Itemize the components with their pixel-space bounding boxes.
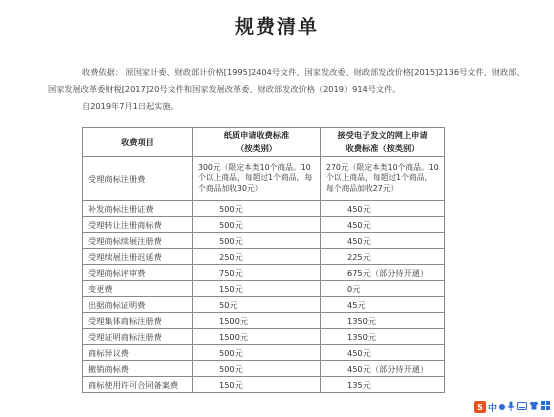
online-fee-cell: 45元 bbox=[321, 297, 445, 313]
online-fee-cell: 1350元 bbox=[321, 329, 445, 345]
dot-icon bbox=[499, 404, 505, 410]
grid-icon bbox=[541, 401, 550, 413]
table-row bbox=[83, 249, 445, 265]
table-row bbox=[83, 313, 445, 329]
paper-fee-cell: 500元 bbox=[193, 345, 321, 361]
paper-fee-cell: 500元 bbox=[193, 217, 321, 233]
fee-basis-paragraph: 收费依据： 原国家计委、财政部计价格[1995]2404号文件、国家发改委、财政部发改价格[2015]2136号文件、财政部、国家发展改革委财税[2017]20号文件和国家发展改革委、财政部发改价格（2019）914号文件。 bbox=[48, 67, 525, 94]
effective-date-paragraph: 自2019年7月1日起实施。 bbox=[82, 101, 179, 111]
watermark-toolbar bbox=[474, 400, 550, 414]
fee-item-cell: 受理转让注册商标费 bbox=[83, 217, 193, 233]
intro-text bbox=[48, 64, 528, 115]
paper-fee-cell: 300元（限定本类10个商品。10个以上商品，每超过1个商品，每个商品加收30元） bbox=[193, 157, 321, 201]
online-fee-cell: 675元（部分待开通） bbox=[321, 265, 445, 281]
fee-item-cell: 受理商标续展注册费 bbox=[83, 233, 193, 249]
online-fee-cell: 0元 bbox=[321, 281, 445, 297]
paper-fee-cell: 150元 bbox=[193, 377, 321, 393]
online-fee-cell: 450元 bbox=[321, 201, 445, 217]
table-row bbox=[83, 217, 445, 233]
table-row bbox=[83, 157, 445, 201]
online-fee-cell: 450元 bbox=[321, 217, 445, 233]
header-online-fee-text: 接受电子发文的网上申请 收费标准（按类别） bbox=[337, 130, 428, 153]
table-row bbox=[83, 361, 445, 377]
online-fee-cell: 1350元 bbox=[321, 313, 445, 329]
paper-fee-cell: 500元 bbox=[193, 201, 321, 217]
paper-fee-cell: 750元 bbox=[193, 265, 321, 281]
fee-table bbox=[82, 127, 445, 393]
shirt-icon bbox=[529, 401, 539, 413]
fee-item-cell: 受理商标注册费 bbox=[83, 157, 193, 201]
paper-fee-cell: 500元 bbox=[193, 233, 321, 249]
sogou-logo-icon: S bbox=[474, 401, 486, 413]
online-fee-cell: 450元 bbox=[321, 233, 445, 249]
table-row bbox=[83, 233, 445, 249]
table-row bbox=[83, 377, 445, 393]
online-fee-cell: 135元 bbox=[321, 377, 445, 393]
fee-item-cell: 撤销商标费 bbox=[83, 361, 193, 377]
fee-item-cell: 商标使用许可合同备案费 bbox=[83, 377, 193, 393]
paper-fee-cell: 150元 bbox=[193, 281, 321, 297]
chinese-input-icon: 中 bbox=[487, 403, 497, 414]
microphone-icon bbox=[507, 401, 515, 414]
online-fee-cell: 270元（限定本类10个商品。10个以上商品，每超过1个商品，每个商品加收27元） bbox=[321, 157, 445, 201]
table-header-row bbox=[83, 128, 445, 157]
header-paper-fee bbox=[193, 128, 321, 157]
header-online-fee bbox=[321, 128, 445, 157]
online-fee-cell: 450元（部分待开通） bbox=[321, 361, 445, 377]
page-title: 规费清单 bbox=[234, 16, 319, 38]
paper-fee-cell: 500元 bbox=[193, 361, 321, 377]
table-row bbox=[83, 329, 445, 345]
online-fee-cell: 450元 bbox=[321, 345, 445, 361]
fee-item-cell: 补发商标注册证费 bbox=[83, 201, 193, 217]
table-row bbox=[83, 281, 445, 297]
keyboard-icon bbox=[517, 402, 527, 413]
table-row bbox=[83, 201, 445, 217]
fee-item-cell: 受理商标评审费 bbox=[83, 265, 193, 281]
online-fee-cell: 225元 bbox=[321, 249, 445, 265]
fee-item-cell: 受理证明商标注册费 bbox=[83, 329, 193, 345]
fee-item-cell: 商标异议费 bbox=[83, 345, 193, 361]
table-row bbox=[83, 265, 445, 281]
fee-item-cell: 出据商标证明费 bbox=[83, 297, 193, 313]
fee-table-body bbox=[83, 157, 445, 393]
table-row bbox=[83, 345, 445, 361]
fee-item-cell: 受理续展注册迟延费 bbox=[83, 249, 193, 265]
paper-fee-cell: 1500元 bbox=[193, 313, 321, 329]
header-fee-item: 收费项目 bbox=[83, 128, 193, 157]
paper-fee-cell: 1500元 bbox=[193, 329, 321, 345]
paper-fee-cell: 50元 bbox=[193, 297, 321, 313]
fee-item-cell: 受理集体商标注册费 bbox=[83, 313, 193, 329]
fee-item-cell: 变更费 bbox=[83, 281, 193, 297]
header-paper-fee-text: 纸质申请收费标准 （按类别） bbox=[223, 130, 290, 153]
table-row bbox=[83, 297, 445, 313]
paper-fee-cell: 250元 bbox=[193, 249, 321, 265]
